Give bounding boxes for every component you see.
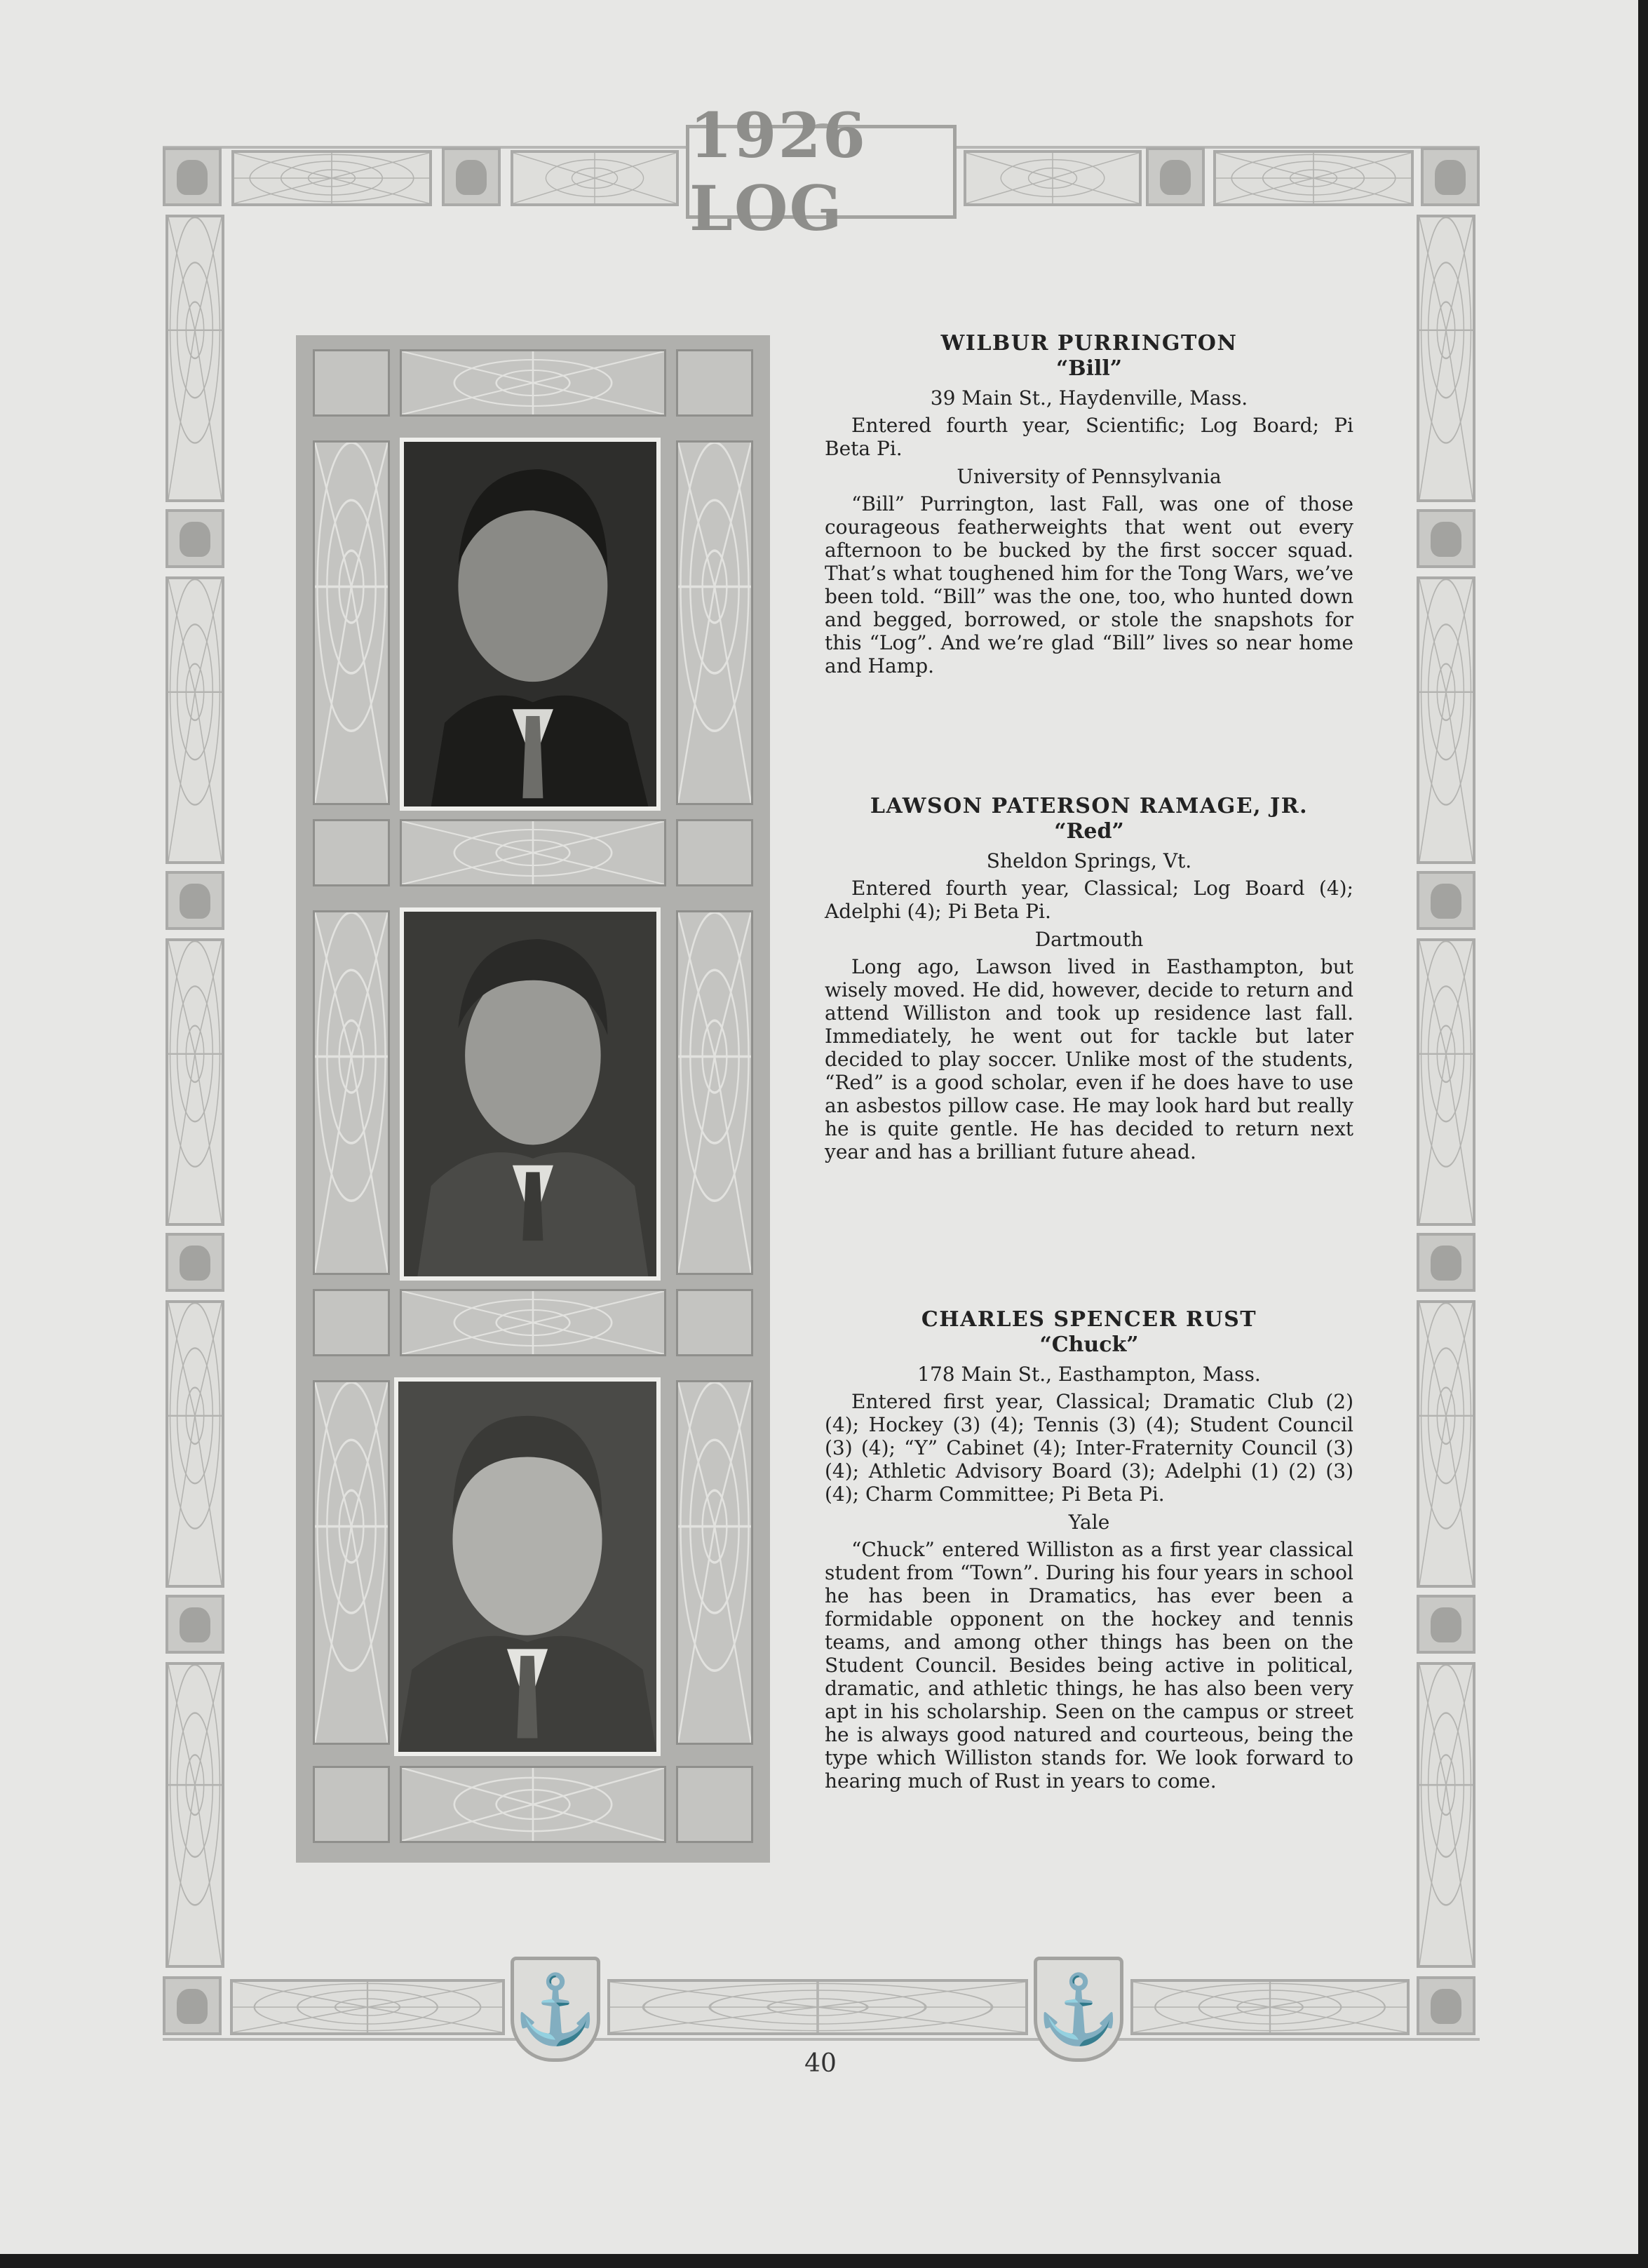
student-address: 39 Main St., Haydenville, Mass. <box>930 386 1248 410</box>
ship-icon <box>1417 1595 1475 1654</box>
ship-icon <box>1417 509 1475 568</box>
spiderweb-panel <box>231 150 432 206</box>
ship-icon <box>313 349 390 417</box>
header-title-box <box>686 99 957 245</box>
spiderweb-panel <box>1130 1979 1410 2035</box>
ship-icon <box>166 1595 224 1654</box>
spiderweb-panel <box>1417 1662 1475 1968</box>
spiderweb-panel <box>676 440 753 805</box>
spiderweb-panel <box>676 910 753 1275</box>
biography-entry <box>825 1307 1353 1793</box>
photo-column <box>296 335 770 1863</box>
portrait-photo <box>400 438 661 811</box>
student-nickname: “Chuck” <box>1039 1332 1139 1357</box>
spiderweb-panel <box>400 1766 666 1843</box>
spiderweb-panel <box>511 150 679 206</box>
ship-icon <box>1146 147 1205 206</box>
spiderweb-panel <box>166 1662 224 1968</box>
student-name: LAWSON PATERSON RAMAGE, JR. <box>870 794 1309 818</box>
ship-icon <box>313 1289 390 1356</box>
spiderweb-panel <box>313 440 390 805</box>
portrait-photo <box>400 907 661 1281</box>
student-address: Sheldon Springs, Vt. <box>986 849 1192 872</box>
spiderweb-panel <box>166 1300 224 1588</box>
student-bio: Long ago, Lawson lived in Easthampton, but wisely moved. He did, however, decide to return and attend Williston and took up residence last fall. Immediately, he went out for tackle but later decided to play soccer. Unlike most of the students, “Red” is a good scholar, even if he does have to use an asbestos pillow case. He may look hard but really he is quite gentle. He has decided to return next year and has a brilliant future ahead. <box>825 955 1353 1163</box>
spiderweb-panel <box>166 576 224 864</box>
spiderweb-panel <box>166 938 224 1226</box>
spiderweb-panel <box>1417 215 1475 502</box>
spiderweb-panel <box>313 1380 390 1745</box>
spiderweb-panel <box>400 349 666 417</box>
spiderweb-panel <box>313 910 390 1275</box>
spiderweb-panel <box>230 1979 505 2035</box>
spiderweb-panel <box>1417 938 1475 1226</box>
ship-icon <box>166 871 224 930</box>
student-address: 178 Main St., Easthampton, Mass. <box>917 1363 1261 1386</box>
spiderweb-panel <box>676 1380 753 1745</box>
biography-entry <box>825 794 1353 1163</box>
student-bio: “Chuck” entered Williston as a first year classical student from “Town”. During his four years in school he has been in Dramatics, has ever been a formidable opponent on the hockey and tennis teams, and among other things has been on the Student Council. Besides being active in political, dramatic, and athletic things, he has also been very apt in his scholarship. Seen on the campus or street he is always good natured and courteous, being the type which Williston stands for. We look forward to hearing much of Rust in years to come. <box>825 1538 1353 1793</box>
student-activities: Entered fourth year, Classical; Log Board (4); Adelphi (4); Pi Beta Pi. <box>825 877 1353 923</box>
scan-edge <box>1638 0 1648 2268</box>
student-activities: Entered first year, Classical; Dramatic Club (2) (4); Hockey (3) (4); Tennis (3) (4); Student Council (3) (4); “Y” Cabinet (4); Inter-Fraternity Council (3) (4); Athletic Advisory Board (3); Adelphi (1) (2) (3) (4); Charm Committee; Pi Beta Pi. <box>825 1390 1353 1506</box>
anchor-icon: ⚓ <box>511 1957 600 2062</box>
scan-edge <box>0 2254 1648 2268</box>
student-nickname: “Bill” <box>1055 356 1123 381</box>
spiderweb-panel <box>964 150 1142 206</box>
spiderweb-panel <box>1417 576 1475 864</box>
ship-icon <box>313 819 390 886</box>
spiderweb-panel <box>1417 1300 1475 1588</box>
ship-icon <box>676 1766 753 1843</box>
student-bio: “Bill” Purrington, last Fall, was one of those courageous featherweights that went out every afternoon to be bucked by the first soccer squad. That’s what toughened him for the Tong Wars, we’ve been told. “Bill” was the one, too, who hunted down and begged, borrowed, or stole the snapshots for this “Log”. And we’re glad “Bill” lives so near home and Hamp. <box>825 492 1353 677</box>
ship-icon <box>676 349 753 417</box>
ship-icon <box>313 1766 390 1843</box>
biography-entry <box>825 331 1353 677</box>
frame-bottom-line <box>163 2038 1480 2041</box>
ship-icon <box>1417 871 1475 930</box>
student-college: University of Pennsylvania <box>957 465 1222 488</box>
student-college: Yale <box>1068 1511 1110 1534</box>
portrait-photo <box>394 1377 661 1756</box>
ship-icon <box>1421 147 1480 206</box>
ship-icon <box>166 1233 224 1292</box>
page-title: 1926 LOG <box>689 99 867 245</box>
student-activities: Entered fourth year, Scientific; Log Board; Pi Beta Pi. <box>825 414 1353 460</box>
ship-icon <box>676 1289 753 1356</box>
student-college: Dartmouth <box>1034 928 1144 951</box>
ship-icon <box>442 147 501 206</box>
ship-icon <box>1417 1976 1475 2035</box>
ship-icon <box>166 509 224 568</box>
anchor-icon: ⚓ <box>1034 1957 1123 2062</box>
spiderweb-panel <box>166 215 224 502</box>
student-nickname: “Red” <box>1054 819 1124 844</box>
spiderweb-panel <box>400 1289 666 1356</box>
spiderweb-panel <box>400 819 666 886</box>
spiderweb-panel <box>1213 150 1414 206</box>
spiderweb-panel <box>607 1979 1028 2035</box>
ship-icon <box>163 147 222 206</box>
ship-icon <box>676 819 753 886</box>
student-name: WILBUR PURRINGTON <box>940 331 1238 356</box>
student-name: CHARLES SPENCER RUST <box>921 1307 1257 1332</box>
page-number: 40 <box>804 2049 837 2078</box>
ship-icon <box>163 1976 222 2035</box>
ship-icon <box>1417 1233 1475 1292</box>
